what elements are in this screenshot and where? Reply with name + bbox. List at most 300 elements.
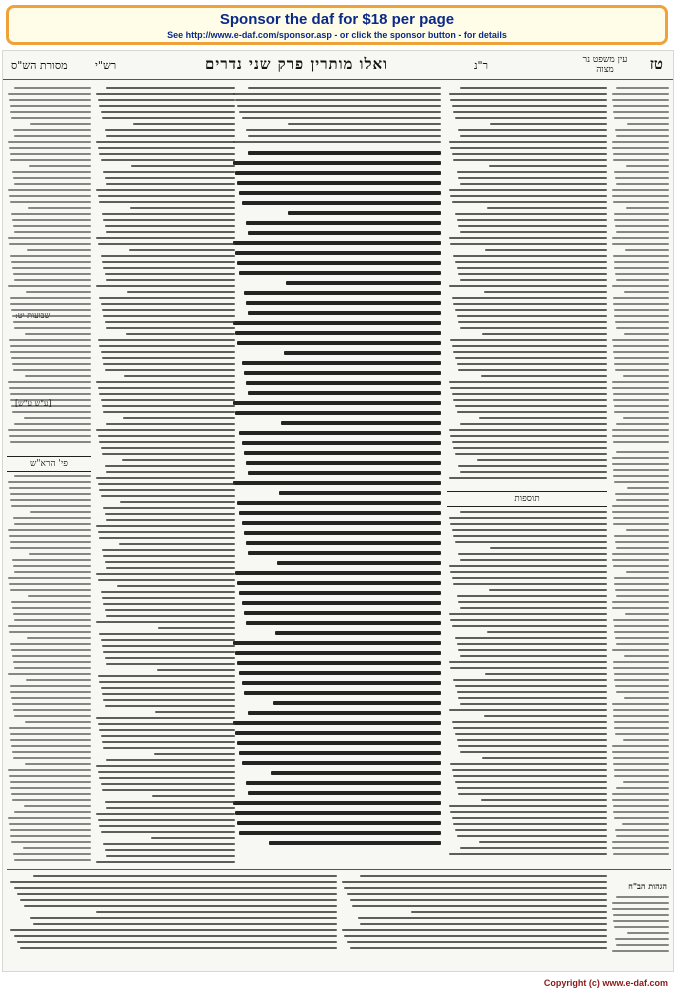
text-line [288,123,441,125]
text-line [452,577,607,579]
text-line [613,153,669,155]
text-line [458,793,607,795]
text-line [452,441,607,443]
text-line [10,787,91,789]
text-line [14,327,91,329]
text-line [11,117,91,119]
text-line [101,447,235,449]
text-line [460,751,607,753]
text-line [460,655,607,657]
text-line [613,709,669,711]
text-line [614,357,669,359]
text-line [133,123,235,125]
text-line [14,667,91,669]
text-line [453,303,607,305]
sponsor-banner[interactable] [6,5,668,45]
text-line [613,297,669,299]
text-line [457,835,607,837]
text-line [612,387,669,389]
page-number: טז [649,55,663,73]
text-line [103,699,235,701]
text-line [101,591,235,593]
tosafot-column-upper [447,87,607,487]
text-line [616,643,669,645]
text-line [10,441,91,443]
text-line [11,505,91,507]
text-line [612,381,669,383]
text-line [96,621,235,623]
text-line [101,111,235,113]
text-line [96,237,235,239]
text-line [9,775,91,777]
text-line [612,799,669,801]
text-line [458,465,607,467]
text-line [11,357,91,359]
text-line [612,751,669,753]
text-line [248,551,441,555]
text-line [12,799,91,801]
text-line [233,721,441,725]
text-line [99,537,235,539]
text-line [482,757,607,759]
bottom-commentary-left [7,875,337,955]
text-line [458,225,607,227]
mesorat-column [7,87,91,447]
text-line [27,637,91,639]
text-line [616,327,669,329]
text-line [484,291,607,293]
text-line [127,291,235,293]
text-line [453,351,607,353]
text-line [612,147,669,149]
text-line [98,243,235,245]
text-line [13,321,91,323]
text-line [613,619,669,621]
text-line [411,911,607,913]
text-line [614,631,669,633]
gemara-main-text [231,151,441,851]
text-line [25,375,91,377]
text-line [614,219,669,221]
text-line [457,595,607,597]
text-line [14,715,91,717]
text-line [129,249,235,251]
text-line [239,111,441,113]
text-line [244,291,441,295]
text-line [613,811,669,813]
text-line [490,123,607,125]
text-line [246,301,441,305]
text-line [614,679,669,681]
text-line [30,917,337,919]
text-line [452,201,607,203]
text-line [96,93,235,95]
text-line [487,207,607,209]
text-line [10,835,91,837]
text-line [613,441,669,443]
text-line [248,311,441,315]
text-line [615,321,669,323]
text-line [14,859,91,861]
text-line [9,195,91,197]
text-line [612,950,669,952]
text-line [613,853,669,855]
text-line [98,579,235,581]
text-line [455,733,607,735]
text-line [452,721,607,723]
text-line [14,135,91,137]
text-line [244,531,441,535]
text-line [616,787,669,789]
text-line [615,637,669,639]
text-line [106,855,235,857]
text-line [96,861,235,863]
margin-note-2: [ע"ש ע"ש] [15,399,52,408]
text-line [242,361,442,365]
text-line [616,835,669,837]
text-line [9,147,91,149]
text-line [237,105,441,107]
text-line [96,717,235,719]
text-line [106,519,235,521]
text-line [613,661,669,663]
text-line [246,221,441,225]
text-line [612,703,669,705]
text-line [342,881,607,883]
text-line [613,763,669,765]
text-line [455,405,607,407]
text-line [98,387,235,389]
text-line [614,405,669,407]
text-line [13,661,91,663]
text-line [453,255,607,257]
text-line [10,393,91,395]
text-line [627,487,669,489]
text-line [10,201,91,203]
text-line [96,381,235,383]
text-line [99,777,235,779]
text-line [455,637,607,639]
text-line [358,917,607,919]
text-line [457,411,607,413]
text-line [453,823,607,825]
text-line [615,129,669,131]
text-line [106,423,235,425]
text-line [612,435,669,437]
text-line [450,523,607,525]
text-line [612,511,669,513]
tosafot-heading: תוספות [447,491,607,507]
text-line [614,315,669,317]
text-line [242,201,442,205]
text-line [12,751,91,753]
text-line [124,375,235,377]
text-line [105,225,235,227]
text-line [460,511,607,513]
text-line [458,553,607,555]
text-line [10,499,91,501]
text-line [613,805,669,807]
text-line [105,177,235,179]
ein-mishpat-heading: עין משפט נר מצוה [582,55,628,75]
text-line [14,475,91,477]
text-line [10,643,91,645]
text-line [14,523,91,525]
text-line [449,93,607,95]
text-line [242,601,442,605]
text-line [25,333,91,335]
text-line [237,261,441,265]
text-line [244,451,441,455]
text-line [489,589,607,591]
text-line [12,411,91,413]
text-line [614,261,669,263]
text-line [151,837,235,839]
text-line [615,177,669,179]
text-line [281,421,441,425]
text-line [235,731,441,735]
text-line [460,231,607,233]
text-line [613,523,669,525]
text-line [248,711,441,715]
text-line [460,607,607,609]
text-line [99,489,235,491]
text-line [352,905,607,907]
text-line [233,161,441,165]
text-line [612,559,669,561]
text-line [616,451,669,453]
text-line [10,929,337,931]
text-line [13,517,91,519]
text-line [615,733,669,735]
text-line [614,577,669,579]
text-line [612,793,669,795]
text-line [453,679,607,681]
text-line [237,181,441,185]
text-line [96,141,235,143]
text-line [10,829,91,831]
text-line [101,255,235,257]
text-line [103,219,235,221]
text-line [455,829,607,831]
text-line [614,117,669,119]
text-line [449,565,607,567]
text-line [612,908,669,910]
text-line [244,611,441,615]
text-line [615,273,669,275]
text-line [13,177,91,179]
text-line [450,667,607,669]
text-line [99,345,235,347]
text-line [612,243,669,245]
text-line [242,441,442,445]
text-line [14,619,91,621]
text-line [242,117,442,119]
text-line [10,351,91,353]
text-line [271,771,441,775]
text-line [612,649,669,651]
text-line [481,799,607,801]
text-line [11,841,91,843]
text-line [626,571,670,573]
text-line [106,327,235,329]
text-line [623,417,669,419]
text-line [24,905,338,907]
text-line [616,279,669,281]
text-line [103,747,235,749]
text-line [237,341,441,345]
text-line [613,475,669,477]
text-line [106,135,235,137]
text-line [626,165,669,167]
text-line [613,399,669,401]
text-line [242,761,442,765]
text-line [103,267,235,269]
text-line [98,819,235,821]
text-line [614,769,669,771]
text-line [99,825,235,827]
text-line [457,787,607,789]
text-line [10,297,91,299]
text-line [9,339,91,341]
text-line [103,603,235,605]
text-line [613,345,669,347]
rosh-column [7,475,91,865]
text-line [99,681,235,683]
text-line [613,105,669,107]
text-line [246,781,441,785]
text-line [155,711,235,713]
text-line [458,273,607,275]
text-line [239,671,441,675]
text-line [239,511,441,515]
text-line [450,571,607,573]
text-line [106,567,235,569]
text-line [613,757,669,759]
text-line [627,123,669,125]
text-line [458,601,607,603]
text-line [96,573,235,575]
text-line [248,791,441,795]
sponsor-title[interactable]: Sponsor the daf for $18 per page [219,11,455,28]
page-header [3,51,673,79]
text-line [233,801,441,805]
hagahot-heading: הגהות הב"ח [628,881,667,891]
text-line [449,709,607,711]
text-line [239,751,441,755]
text-line [613,159,669,161]
text-line [106,663,235,665]
chapter-title: ואלו מותרין פרק שני נדרים [205,55,388,73]
text-line [98,435,235,437]
text-line [350,899,607,901]
text-line [10,739,91,741]
text-line [616,135,669,137]
text-line [235,411,441,415]
text-line [10,303,91,305]
text-line [452,345,607,347]
text-line [360,923,607,925]
text-line [460,183,607,185]
text-line [106,87,235,89]
text-line [11,745,91,747]
text-line [342,929,607,931]
text-line [284,351,442,355]
text-line [457,171,607,173]
text-line [10,881,337,883]
text-line [10,541,91,543]
text-line [624,697,669,699]
text-line [99,393,235,395]
text-line [246,129,441,131]
text-line [101,495,235,497]
text-line [96,765,235,767]
ein-mishpat-lower [611,451,669,861]
text-line [233,241,441,245]
text-line [490,547,607,549]
text-line [614,535,669,537]
text-line [233,321,441,325]
text-line [460,559,607,561]
text-line [613,303,669,305]
text-line [248,87,441,89]
text-line [24,417,91,419]
text-line [460,703,607,705]
text-line [246,461,441,465]
text-line [99,441,235,443]
text-line [12,219,91,221]
text-line [101,735,235,737]
text-line [612,902,669,904]
text-line [615,829,669,831]
text-line [17,941,337,943]
text-line [9,435,91,437]
text-line [102,693,235,695]
text-line [477,459,607,461]
text-line [13,273,91,275]
text-line [616,499,669,501]
text-line [98,723,235,725]
text-line [457,267,607,269]
text-line [449,189,607,191]
text-line [449,613,607,615]
text-line [96,525,235,527]
text-line [460,279,607,281]
text-line [616,423,669,425]
text-line [101,159,235,161]
copyright-link[interactable]: Copyright (c) www.e-daf.com [543,978,668,988]
text-line [10,105,91,107]
text-line [615,541,669,543]
text-line [242,521,442,525]
text-line [612,601,669,603]
text-line [614,411,669,413]
text-line [614,926,669,928]
text-line [13,853,91,855]
text-line [17,893,337,895]
text-line [449,661,607,663]
text-line [458,369,607,371]
text-line [103,507,235,509]
text-line [613,920,669,922]
text-line [96,911,337,913]
text-line [244,691,441,695]
text-line [458,649,607,651]
text-line [106,183,235,185]
text-line [10,255,91,257]
text-line [14,887,337,889]
text-line [612,195,669,197]
